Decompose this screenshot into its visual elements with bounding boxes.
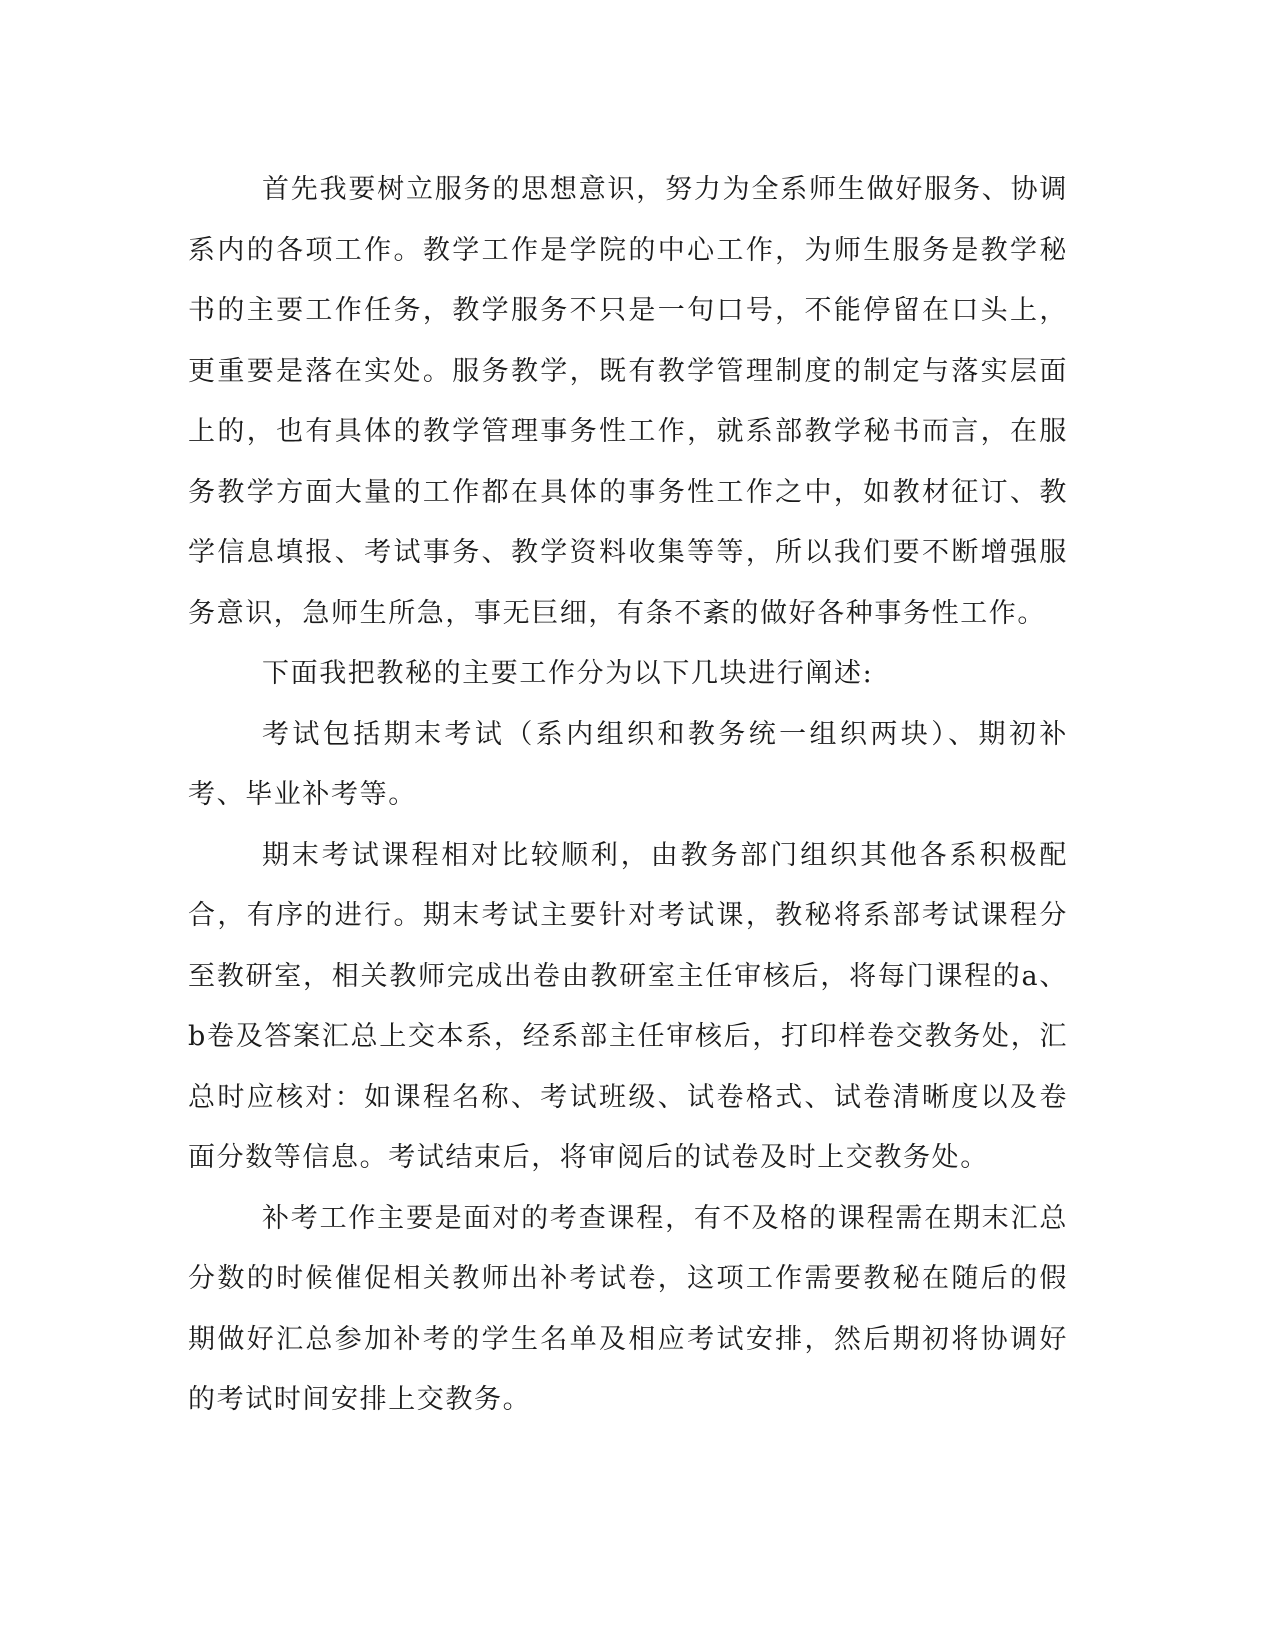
paragraph-final-exams: 期末考试课程相对比较顺利，由教务部门组织其他各系积极配合，有序的进行。期末考试主要针对考试课，教秘将系部考试课程分至教研室，相关教师完成出卷由教研室主任审核后，将每门课程的a、b卷及答案汇总上交本系，经系部主任审核后，打印样卷交教务处，汇总时应核对：如课程名称、考试班级、试卷格式、试卷清晰度以及卷面分数等信息。考试结束后，将审阅后的试卷及时上交教务处。 <box>188 839 1068 1173</box>
paragraph-work-overview: 下面我把教秘的主要工作分为以下几块进行阐述: <box>262 658 874 689</box>
paragraph-exam-types: 考试包括期末考试（系内组织和教务统一组织两块）、期初补考、毕业补考等。 <box>188 718 1068 810</box>
paragraph-makeup-exams: 补考工作主要是面对的考查课程，有不及格的课程需在期末汇总分数的时候催促相关教师出补考试卷，这项工作需要教秘在随后的假期做好汇总参加补考的学生名单及相应考试安排，然后期初将协调好的考试时间安排上交教务。 <box>188 1202 1068 1415</box>
paragraph-service-awareness: 首先我要树立服务的思想意识，努力为全系师生做好服务、协调系内的各项工作。教学工作是学院的中心工作，为师生服务是教学秘书的主要工作任务，教学服务不只是一句口号，不能停留在口头上，更重要是落在实处。服务教学，既有教学管理制度的制定与落实层面上的，也有具体的教学管理事务性工作，就系部教学秘书而言，在服务教学方面大量的工作都在具体的事务性工作之中，如教材征订、教学信息填报、考试事务、教学资料收集等等，所以我们要不断增强服务意识，急师生所急，事无巨细，有条不紊的做好各种事务性工作。 <box>188 174 1068 629</box>
document-body <box>188 160 1068 1431</box>
